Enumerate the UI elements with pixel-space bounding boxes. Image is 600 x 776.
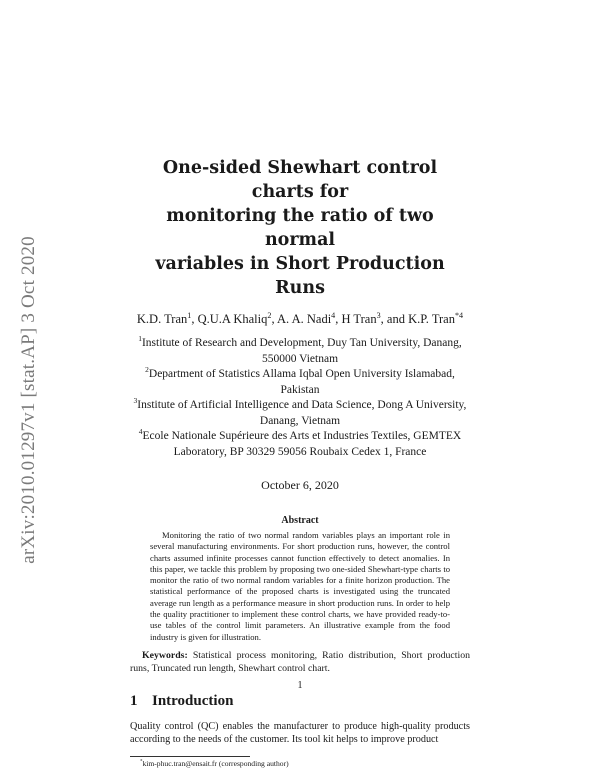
affiliation-list <box>130 336 470 460</box>
affiliation-text: Institute of Research and Development, Duy Tan University, Danang, 550000 Vietnam <box>141 337 462 365</box>
affiliation <box>130 367 470 398</box>
title-line: variables in Short Production Runs <box>155 254 445 298</box>
title-line: One-sided Shewhart control charts for <box>162 158 438 202</box>
author-name: H Tran <box>341 312 377 326</box>
paper-date: October 6, 2020 <box>261 478 339 492</box>
affiliation-text: Department of Statistics Allama Iqbal Open University Islamabad, Pakistan <box>148 368 455 396</box>
keywords-text: Statistical process monitoring, Ratio distribution, Short production runs, Truncated run length, Shewhart control chart. <box>130 649 470 674</box>
footnote <box>130 759 470 768</box>
arxiv-identifier-sidebar <box>14 210 44 590</box>
section-title: Introduction <box>152 692 234 709</box>
author-separator: , <box>271 312 277 326</box>
title-line: monitoring the ratio of two normal <box>166 206 434 250</box>
author-affiliation-mark: 4 <box>331 310 336 320</box>
paper-title <box>130 156 470 300</box>
author-name: K.P. Tran <box>408 312 455 326</box>
author-affiliation-mark: *4 <box>454 310 464 320</box>
section-number: 1 <box>130 692 138 709</box>
affiliation-text: Institute of Artificial Intelligence and Data Science, Dong A University, Danang, Vietnam <box>137 399 467 427</box>
footnote-rule <box>130 756 250 757</box>
author-separator: , <box>191 312 198 326</box>
affiliation-text: Ecole Nationale Supérieure des Arts et Industries Textiles, GEMTEX Laboratory, BP 30329 59056 Roubaix Cedex 1, France <box>142 430 462 458</box>
page-number: 1 <box>297 680 303 691</box>
author-name: A. A. Nadi <box>277 312 332 326</box>
abstract <box>150 515 450 643</box>
author-name: Q.U.A Khaliq <box>197 312 268 326</box>
arxiv-identifier: arXiv:2010.01297v1 [stat.AP] 3 Oct 2020 <box>18 236 40 564</box>
author-affiliation-mark: 2 <box>267 310 272 320</box>
affiliation <box>130 336 470 367</box>
affiliation-mark: 2 <box>145 365 149 375</box>
intro-paragraph: Quality control (QC) enables the manufacturer to produce high-quality products according to the needs of the customer. Its tool kit helps to improve product <box>130 720 470 745</box>
author-affiliation-mark: 3 <box>376 310 381 320</box>
keywords <box>130 649 470 675</box>
affiliation <box>130 429 470 460</box>
abstract-body: Monitoring the ratio of two normal random variables plays an important role in several manufacturing environments. For short production runs, however, the control charts assumed infinite processes cannot function effectively to detect anomalies. In this paper, we tackle this problem by proposing two one-sided Shewhart-type charts to monitor the ratio of two normal random variables for a finite horizon production. The statistical performance of the proposed charts is investigated using the truncated average run length as a performance measure in short production runs. In order to help the quality practitioner to implement these control charts, we have provided ready-to-use tables of the control limit parameters. An illustrative example from the food industry is given for illustration. <box>150 530 450 642</box>
abstract-heading: Abstract <box>281 515 319 526</box>
author-affiliation-mark: 1 <box>187 310 192 320</box>
keywords-label: Keywords: <box>142 649 188 661</box>
affiliation-mark: 1 <box>138 334 142 344</box>
footnote-email: kim-phuc.tran@ensait.fr (corresponding author) <box>142 759 289 769</box>
affiliation-mark: 3 <box>133 396 138 406</box>
affiliation-mark: 4 <box>138 427 143 437</box>
author-separator: , and <box>380 312 409 326</box>
section-heading <box>130 693 470 710</box>
affiliation <box>130 398 470 429</box>
paper-first-page <box>130 156 470 768</box>
author-name: K.D. Tran <box>136 312 188 326</box>
footnote-mark: * <box>140 759 143 765</box>
author-list <box>130 312 470 327</box>
author-separator: , <box>335 312 342 326</box>
